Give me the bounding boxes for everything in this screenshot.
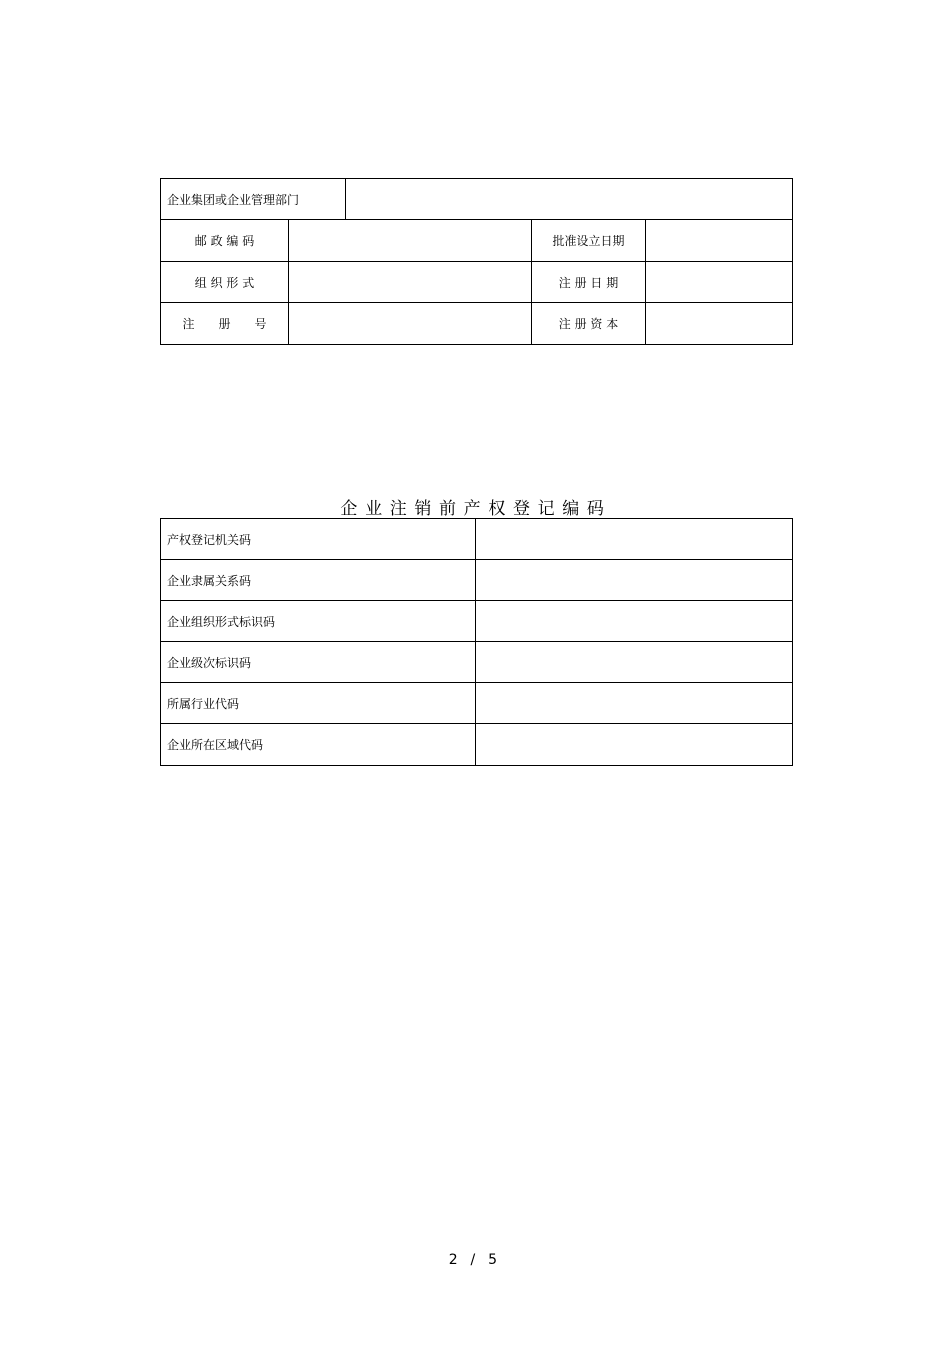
registration-number-value-cell[interactable]	[289, 303, 532, 345]
affiliation-code-value-cell[interactable]	[476, 560, 793, 601]
table-row	[161, 601, 793, 642]
group-value-cell[interactable]	[346, 179, 793, 220]
table-row	[161, 560, 793, 601]
table-row	[161, 724, 793, 766]
group-row	[161, 179, 793, 220]
org-form-code-label: 企业组织形式标识码	[161, 601, 476, 642]
property-registration-code-table	[160, 518, 793, 766]
postal-code-value-cell[interactable]	[289, 220, 532, 262]
approval-date-value-cell[interactable]	[646, 220, 793, 262]
postal-code-row	[161, 220, 793, 262]
industry-code-value-cell[interactable]	[476, 683, 793, 724]
registration-date-label: 注 册 日 期	[532, 262, 646, 303]
enterprise-level-code-label: 企业级次标识码	[161, 642, 476, 683]
registration-authority-code-value-cell[interactable]	[476, 519, 793, 560]
table-row	[161, 519, 793, 560]
region-code-value-cell[interactable]	[476, 724, 793, 766]
enterprise-info-table	[160, 178, 793, 345]
page-number: 2 / 5	[448, 1252, 502, 1268]
table-row	[161, 683, 793, 724]
org-form-row	[161, 262, 793, 303]
table-row	[161, 642, 793, 683]
registration-date-value-cell[interactable]	[646, 262, 793, 303]
org-form-code-value-cell[interactable]	[476, 601, 793, 642]
registration-number-row	[161, 303, 793, 345]
section-title: 企业注销前产权登记编码	[340, 499, 612, 519]
org-form-label: 组 织 形 式	[161, 262, 289, 303]
registration-number-label: 注 册 号	[161, 303, 289, 345]
org-form-value-cell[interactable]	[289, 262, 532, 303]
registration-authority-code-label: 产权登记机关码	[161, 519, 476, 560]
postal-code-label: 邮 政 编 码	[161, 220, 289, 262]
affiliation-code-label: 企业隶属关系码	[161, 560, 476, 601]
enterprise-level-code-value-cell[interactable]	[476, 642, 793, 683]
approval-date-label: 批准设立日期	[532, 220, 646, 262]
group-label: 企业集团或企业管理部门	[161, 179, 346, 220]
registered-capital-label: 注 册 资 本	[532, 303, 646, 345]
region-code-label: 企业所在区域代码	[161, 724, 476, 766]
registered-capital-value-cell[interactable]	[646, 303, 793, 345]
industry-code-label: 所属行业代码	[161, 683, 476, 724]
